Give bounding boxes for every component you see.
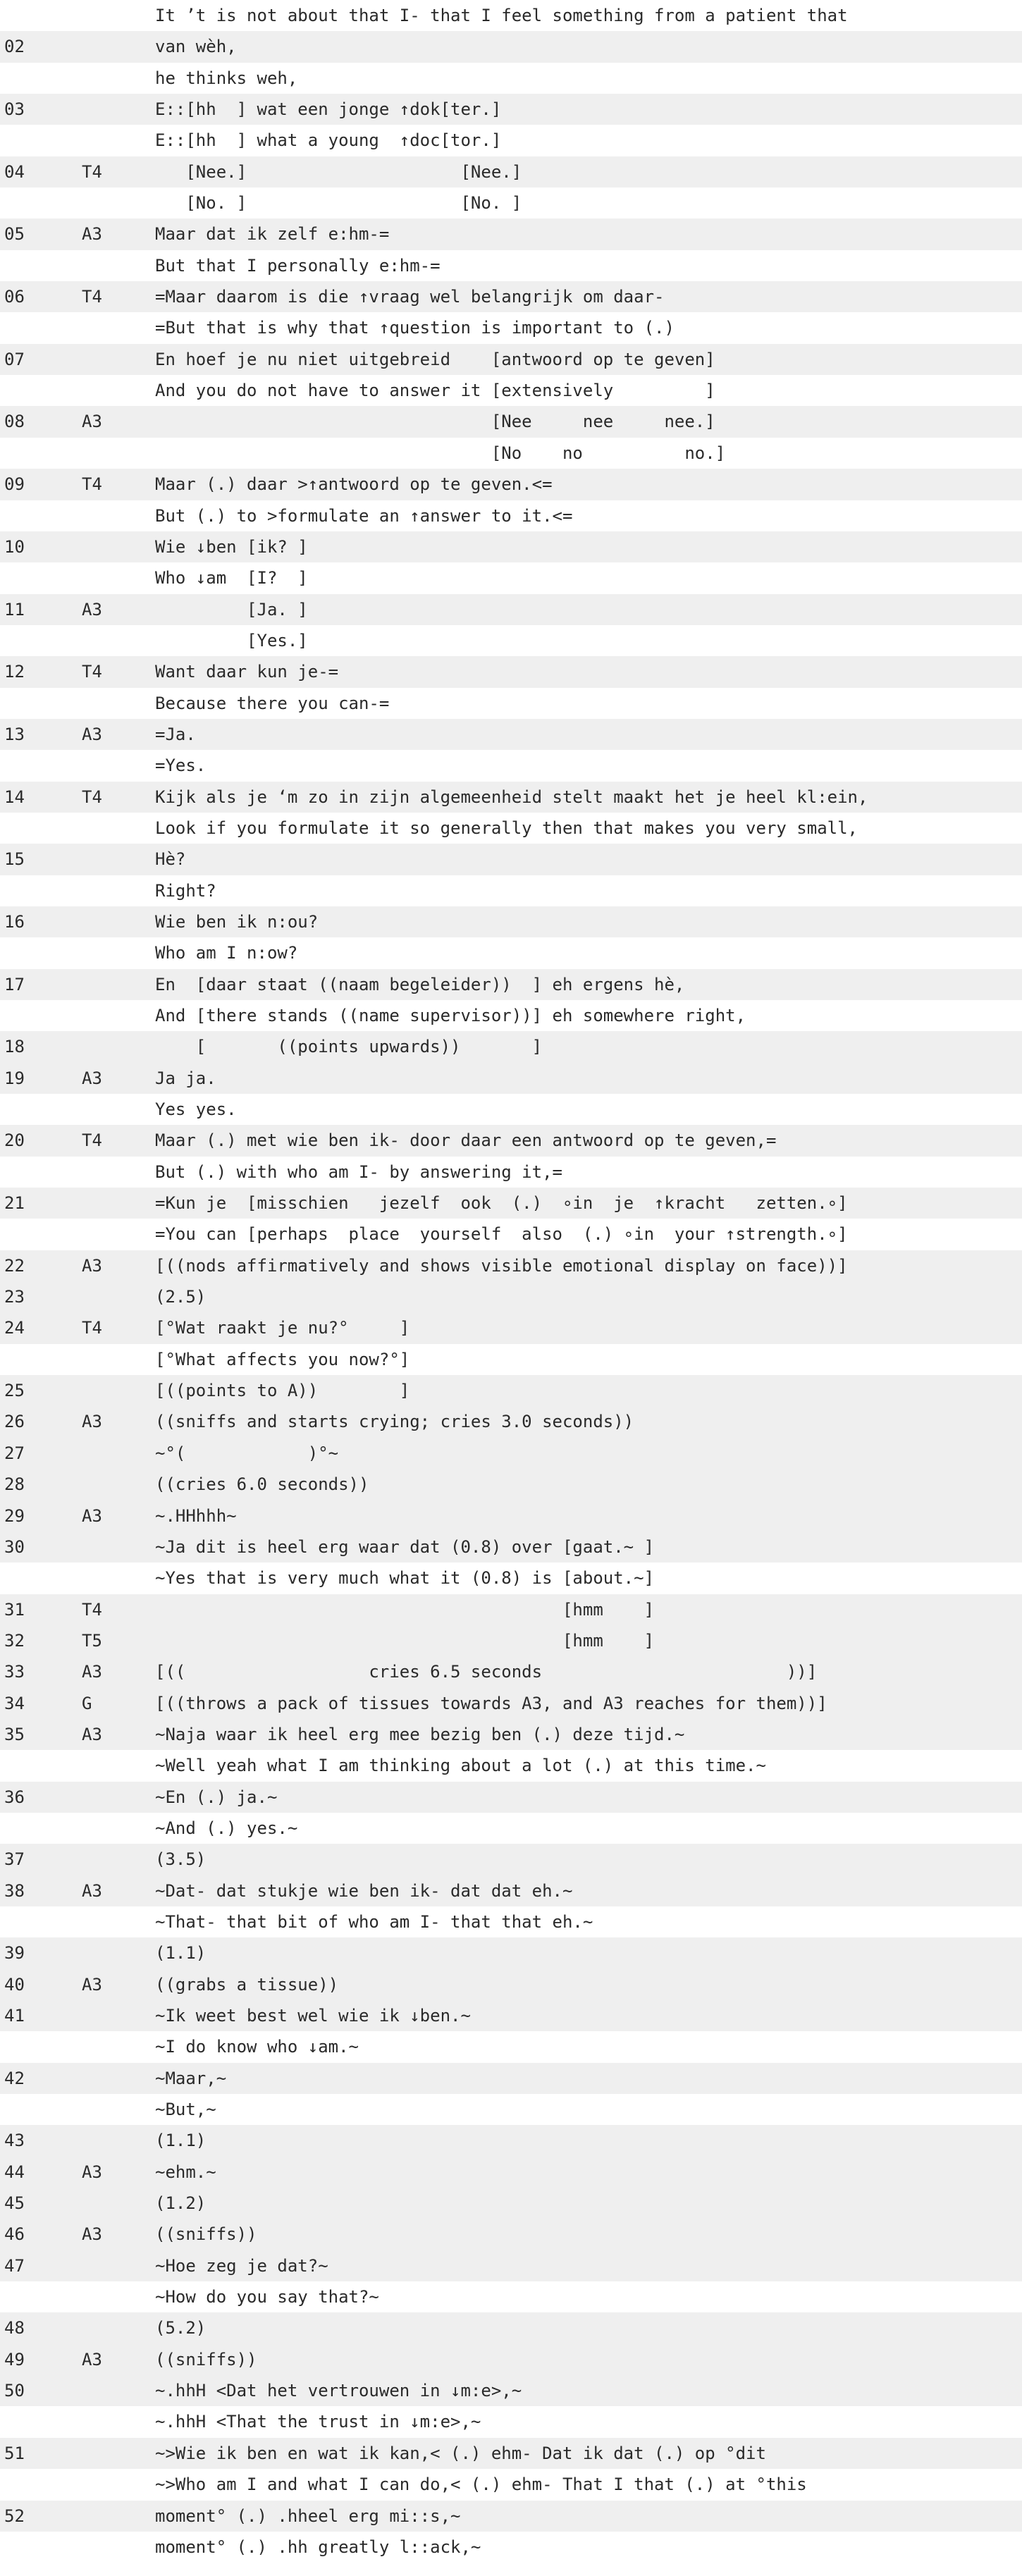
speaker-label: A3 (82, 2162, 102, 2182)
utterance-text: Wie ben ik n:ou? (155, 911, 319, 932)
line-number: 47 (4, 2255, 25, 2276)
transcript-line (0, 2438, 1022, 2469)
utterance-text: But that I personally e:hm-= (155, 255, 441, 276)
utterance-text: ~En (.) ja.~ (155, 1787, 278, 1807)
utterance-text: he thinks weh, (155, 68, 298, 88)
utterance-text: =Kun je [misschien jezelf ook (.) ∘in je ↑kracht zetten.∘] (155, 1193, 848, 1214)
utterance-text: ((sniffs and starts crying; cries 3.0 seconds)) (155, 1412, 634, 1432)
utterance-text: [(( cries 6.5 seconds ))] (155, 1662, 818, 1682)
speaker-label: T4 (82, 287, 102, 307)
utterance-text: ~.hhH <That the trust in ↓m:e>,~ (155, 2412, 481, 2432)
line-number: 14 (4, 787, 25, 807)
utterance-text: ~How do you say that?~ (155, 2287, 379, 2307)
transcript-line (0, 281, 1022, 312)
transcript-line (0, 2501, 1022, 2532)
transcript-line (0, 1844, 1022, 1875)
transcript-line (0, 2031, 1022, 2062)
line-number: 26 (4, 1412, 25, 1432)
transcript-line (0, 344, 1022, 375)
transcript-line (0, 937, 1022, 968)
line-number: 34 (4, 1693, 25, 1713)
speaker-label: A3 (82, 412, 102, 432)
transcript-line (0, 1344, 1022, 1375)
utterance-text: ~>Wie ik ben en wat ik kan,< (.) ehm- Dat ik dat (.) op °dit (155, 2443, 766, 2463)
utterance-text: ((cries 6.0 seconds)) (155, 1474, 369, 1495)
line-number: 27 (4, 1443, 25, 1463)
speaker-label: T5 (82, 1630, 102, 1651)
speaker-label: A3 (82, 1662, 102, 1682)
line-number: 02 (4, 37, 25, 57)
line-number: 43 (4, 2131, 25, 2151)
utterance-text: [((nods affirmatively and shows visible emotional display on face))] (155, 1255, 848, 1276)
transcript-line (0, 1875, 1022, 1906)
line-number: 07 (4, 349, 25, 369)
utterance-text: En hoef je nu niet uitgebreid [antwoord op te geven] (155, 349, 715, 369)
utterance-text: It ’t is not about that I- that I feel something from a patient that (155, 6, 848, 25)
utterance-text: Maar (.) met wie ben ik- door daar een antwoord op te geven,= (155, 1130, 777, 1151)
utterance-text: ~But,~ (155, 2100, 216, 2120)
transcript-line (0, 2469, 1022, 2500)
transcript-line (0, 1281, 1022, 1312)
transcript-line (0, 656, 1022, 687)
transcript-line (0, 1188, 1022, 1219)
line-number: 24 (4, 1318, 25, 1338)
utterance-text: Kijk als je ‘m zo in zijn algemeenheid stelt maakt het je heel kl:ein, (155, 787, 868, 807)
line-number: 35 (4, 1724, 25, 1744)
utterance-text: E::[hh ] wat een jonge ↑dok[ter.] (155, 99, 502, 120)
speaker-label: T4 (82, 474, 102, 495)
line-number: 03 (4, 99, 25, 120)
transcript-line (0, 531, 1022, 562)
utterance-text: Because there you can-= (155, 693, 390, 713)
line-number: 29 (4, 1505, 25, 1526)
utterance-text: ((sniffs)) (155, 2349, 257, 2369)
line-number: 13 (4, 724, 25, 744)
transcript-line (0, 1000, 1022, 1031)
transcript-line (0, 2344, 1022, 2375)
utterance-text: ~°( )°~ (155, 1443, 339, 1463)
utterance-text: ~Well yeah what I am thinking about a lot (.) at this time.~ (155, 1756, 766, 1776)
line-number: 20 (4, 1130, 25, 1151)
utterance-text: [No. ] [No. ] (155, 193, 522, 214)
utterance-text: Yes yes. (155, 1099, 237, 1120)
transcript-line (0, 438, 1022, 469)
transcript-line (0, 2094, 1022, 2125)
transcript-line (0, 1094, 1022, 1125)
transcript-line (0, 1438, 1022, 1469)
speaker-label: T4 (82, 662, 102, 682)
utterance-text: ~Ik weet best wel wie ik ↓ben.~ (155, 2006, 471, 2026)
utterance-text: (1.1) (155, 2131, 207, 2151)
utterance-text: [°Wat raakt je nu?° ] (155, 1318, 410, 1338)
transcript-line (0, 1906, 1022, 1937)
utterance-text: But (.) with who am I- by answering it,= (155, 1161, 562, 1182)
transcript-line (0, 156, 1022, 187)
utterance-text: [hmm ] (155, 1630, 655, 1651)
utterance-text: ~Naja waar ik heel erg mee bezig ben (.) deze tijd.~ (155, 1724, 685, 1744)
line-number: 41 (4, 2006, 25, 2026)
speaker-label: T4 (82, 1130, 102, 1151)
transcript-line (0, 1406, 1022, 1437)
transcript-line (0, 1750, 1022, 1781)
transcript-line (0, 688, 1022, 719)
line-number: 49 (4, 2349, 25, 2369)
utterance-text: En [daar staat ((naam begeleider)) ] eh ergens hè, (155, 974, 685, 994)
line-number: 40 (4, 1974, 25, 1995)
line-number: 36 (4, 1787, 25, 1807)
line-number: 10 (4, 536, 25, 557)
line-number: 44 (4, 2162, 25, 2182)
transcript-line (0, 1813, 1022, 1844)
line-number: 50 (4, 2381, 25, 2401)
line-number: 52 (4, 2506, 25, 2526)
utterance-text: Want daar kun je-= (155, 662, 339, 682)
transcript-line (0, 1532, 1022, 1563)
line-number: 06 (4, 287, 25, 307)
utterance-text: moment° (.) .hh greatly l::ack,~ (155, 2537, 481, 2557)
utterance-text: [°What affects you now?°] (155, 1349, 410, 1369)
transcript-line (0, 1469, 1022, 1500)
transcript-line (0, 250, 1022, 281)
utterance-text: [Nee.] [Nee.] (155, 161, 522, 182)
transcript-line (0, 782, 1022, 813)
speaker-label: A3 (82, 599, 102, 620)
utterance-text: [((throws a pack of tissues towards A3, and A3 reaches for them))] (155, 1693, 827, 1713)
utterance-text: ~Dat- dat stukje wie ben ik- dat dat eh.~ (155, 1880, 573, 1901)
line-number: 15 (4, 849, 25, 870)
transcript-line (0, 469, 1022, 500)
line-number: 16 (4, 911, 25, 932)
utterance-text: (1.2) (155, 2193, 207, 2214)
utterance-text: And [there stands ((name supervisor))] eh somewhere right, (155, 1006, 746, 1025)
transcript-line (0, 1031, 1022, 1062)
transcript-line (0, 1969, 1022, 2000)
transcript-line (0, 2219, 1022, 2250)
utterance-text: ~Hoe zeg je dat?~ (155, 2255, 328, 2276)
transcript-line (0, 2375, 1022, 2406)
utterance-text: ((grabs a tissue)) (155, 1974, 339, 1995)
utterance-text: Maar dat ik zelf e:hm-= (155, 224, 390, 245)
speaker-label: A3 (82, 1724, 102, 1744)
transcript-line (0, 906, 1022, 937)
transcript-line (0, 1656, 1022, 1687)
utterance-text: [No no no.] (155, 443, 726, 463)
line-number: 38 (4, 1880, 25, 1901)
transcript-line (0, 1125, 1022, 1156)
line-number: 30 (4, 1536, 25, 1557)
transcript-line (0, 312, 1022, 343)
transcript-line (0, 1625, 1022, 1656)
utterance-text: =Maar daarom is die ↑vraag wel belangrijk om daar- (155, 287, 665, 307)
transcript-line (0, 218, 1022, 249)
line-number: 05 (4, 224, 25, 245)
transcript-line (0, 562, 1022, 593)
transcript-line (0, 2406, 1022, 2437)
speaker-label: G (82, 1693, 92, 1713)
speaker-label: A3 (82, 1505, 102, 1526)
transcript-line (0, 1937, 1022, 1968)
utterance-text: =You can [perhaps place yourself also (.) ∘in your ↑strength.∘] (155, 1224, 848, 1245)
utterance-text: =Yes. (155, 756, 207, 776)
transcript-line (0, 844, 1022, 875)
transcript-line (0, 1500, 1022, 1532)
utterance-text: [Nee nee nee.] (155, 412, 715, 432)
utterance-text: ~I do know who ↓am.~ (155, 2037, 359, 2057)
utterance-text: ~>Who am I and what I can do,< (.) ehm- That I that (.) at °this (155, 2475, 807, 2495)
utterance-text: (3.5) (155, 1849, 207, 1870)
utterance-text: ~That- that bit of who am I- that that eh.~ (155, 1911, 593, 1932)
utterance-text: van wèh, (155, 37, 237, 57)
transcript-line (0, 813, 1022, 844)
line-number: 46 (4, 2224, 25, 2245)
transcript-line (0, 2281, 1022, 2312)
utterance-text: [ ((points upwards)) ] (155, 1037, 543, 1057)
utterance-text: [((points to A)) ] (155, 1381, 410, 1401)
utterance-text: Wie ↓ben [ik? ] (155, 536, 308, 557)
utterance-text: And you do not have to answer it [extensively ] (155, 381, 715, 401)
utterance-text: Right? (155, 880, 216, 901)
transcript-line (0, 1157, 1022, 1188)
utterance-text: [Yes.] (155, 630, 308, 651)
line-number: 09 (4, 474, 25, 495)
line-number: 08 (4, 412, 25, 432)
transcript-line (0, 1688, 1022, 1719)
transcript-line (0, 125, 1022, 156)
line-number: 23 (4, 1287, 25, 1307)
transcript-line (0, 719, 1022, 750)
utterance-text: ~ehm.~ (155, 2162, 216, 2182)
utterance-text: [hmm ] (155, 1599, 655, 1620)
utterance-text: [Ja. ] (155, 599, 308, 620)
transcript-line (0, 2532, 1022, 2563)
line-number: 48 (4, 2318, 25, 2338)
transcript-line (0, 1719, 1022, 1750)
transcript-line (0, 2312, 1022, 2343)
transcript-line (0, 63, 1022, 94)
speaker-label: A3 (82, 1068, 102, 1088)
line-number: 51 (4, 2443, 25, 2463)
transcript-line (0, 1594, 1022, 1625)
utterance-text: (5.2) (155, 2318, 207, 2338)
speaker-label: T4 (82, 787, 102, 807)
transcript-line (0, 94, 1022, 125)
line-number: 18 (4, 1037, 25, 1057)
line-number: 28 (4, 1474, 25, 1495)
transcript-line (0, 594, 1022, 625)
transcript-line (0, 1312, 1022, 1343)
utterance-text: ~Ja dit is heel erg waar dat (0.8) over [gaat.~ ] (155, 1536, 655, 1557)
transcript-line (0, 2125, 1022, 2156)
transcript-line (0, 187, 1022, 218)
transcript-line (0, 875, 1022, 906)
speaker-label: T4 (82, 1599, 102, 1620)
line-number: 45 (4, 2193, 25, 2214)
transcript-line (0, 375, 1022, 406)
transcript-line (0, 1563, 1022, 1594)
line-number: 42 (4, 2068, 25, 2088)
line-number: 37 (4, 1849, 25, 1870)
speaker-label: T4 (82, 1318, 102, 1338)
utterance-text: Hè? (155, 849, 186, 870)
speaker-label: T4 (82, 161, 102, 182)
line-number: 12 (4, 662, 25, 682)
utterance-text: Ja ja. (155, 1068, 216, 1088)
utterance-text: Who am I n:ow? (155, 943, 298, 963)
line-number: 32 (4, 1630, 25, 1651)
line-number: 19 (4, 1068, 25, 1088)
utterance-text: (2.5) (155, 1287, 207, 1307)
transcript-line (0, 1219, 1022, 1250)
utterance-text: (1.1) (155, 1943, 207, 1964)
line-number: 31 (4, 1599, 25, 1620)
transcript-line (0, 2063, 1022, 2094)
speaker-label: A3 (82, 2349, 102, 2369)
utterance-text: Who ↓am [I? ] (155, 568, 308, 588)
line-number: 33 (4, 1662, 25, 1682)
transcript-line (0, 969, 1022, 1000)
line-number: 22 (4, 1255, 25, 1276)
transcript-line (0, 2000, 1022, 2031)
utterance-text: But (.) to >formulate an ↑answer to it.<= (155, 505, 573, 526)
transcript-line (0, 0, 1022, 31)
utterance-text: ~Yes that is very much what it (0.8) is [about.~] (155, 1568, 655, 1589)
transcript-line (0, 406, 1022, 437)
line-number: 21 (4, 1193, 25, 1214)
line-number: 17 (4, 974, 25, 994)
transcript-line (0, 750, 1022, 781)
transcript-line (0, 500, 1022, 531)
transcript-line (0, 31, 1022, 62)
speaker-label: A3 (82, 724, 102, 744)
transcript-line (0, 1250, 1022, 1281)
line-number: 04 (4, 161, 25, 182)
line-number: 25 (4, 1381, 25, 1401)
utterance-text: E::[hh ] what a young ↑doc[tor.] (155, 130, 502, 151)
transcript-line (0, 2157, 1022, 2188)
utterance-text: ~.HHhhh~ (155, 1505, 237, 1526)
transcript-line (0, 1782, 1022, 1813)
speaker-label: A3 (82, 1880, 102, 1901)
utterance-text: ~.hhH <Dat het vertrouwen in ↓m:e>,~ (155, 2381, 522, 2401)
line-number: 11 (4, 599, 25, 620)
utterance-text: ~Maar,~ (155, 2068, 227, 2088)
transcript-line (0, 1375, 1022, 1406)
utterance-text: ((sniffs)) (155, 2224, 257, 2245)
utterance-text: Maar (.) daar >↑antwoord op te geven.<= (155, 474, 553, 495)
utterance-text: =Ja. (155, 724, 196, 744)
utterance-text: ~And (.) yes.~ (155, 1818, 298, 1838)
speaker-label: A3 (82, 1974, 102, 1995)
speaker-label: A3 (82, 224, 102, 245)
utterance-text: Look if you formulate it so generally then that makes you very small, (155, 818, 858, 838)
transcript-line (0, 2250, 1022, 2281)
speaker-label: A3 (82, 1255, 102, 1276)
utterance-text: =But that is why that ↑question is important to (.) (155, 318, 675, 338)
speaker-label: A3 (82, 2224, 102, 2245)
line-number: 39 (4, 1943, 25, 1964)
transcript-line (0, 625, 1022, 656)
speaker-label: A3 (82, 1412, 102, 1432)
transcript-line (0, 2188, 1022, 2219)
transcript-line (0, 1063, 1022, 1094)
utterance-text: moment° (.) .hheel erg mi::s,~ (155, 2506, 461, 2526)
